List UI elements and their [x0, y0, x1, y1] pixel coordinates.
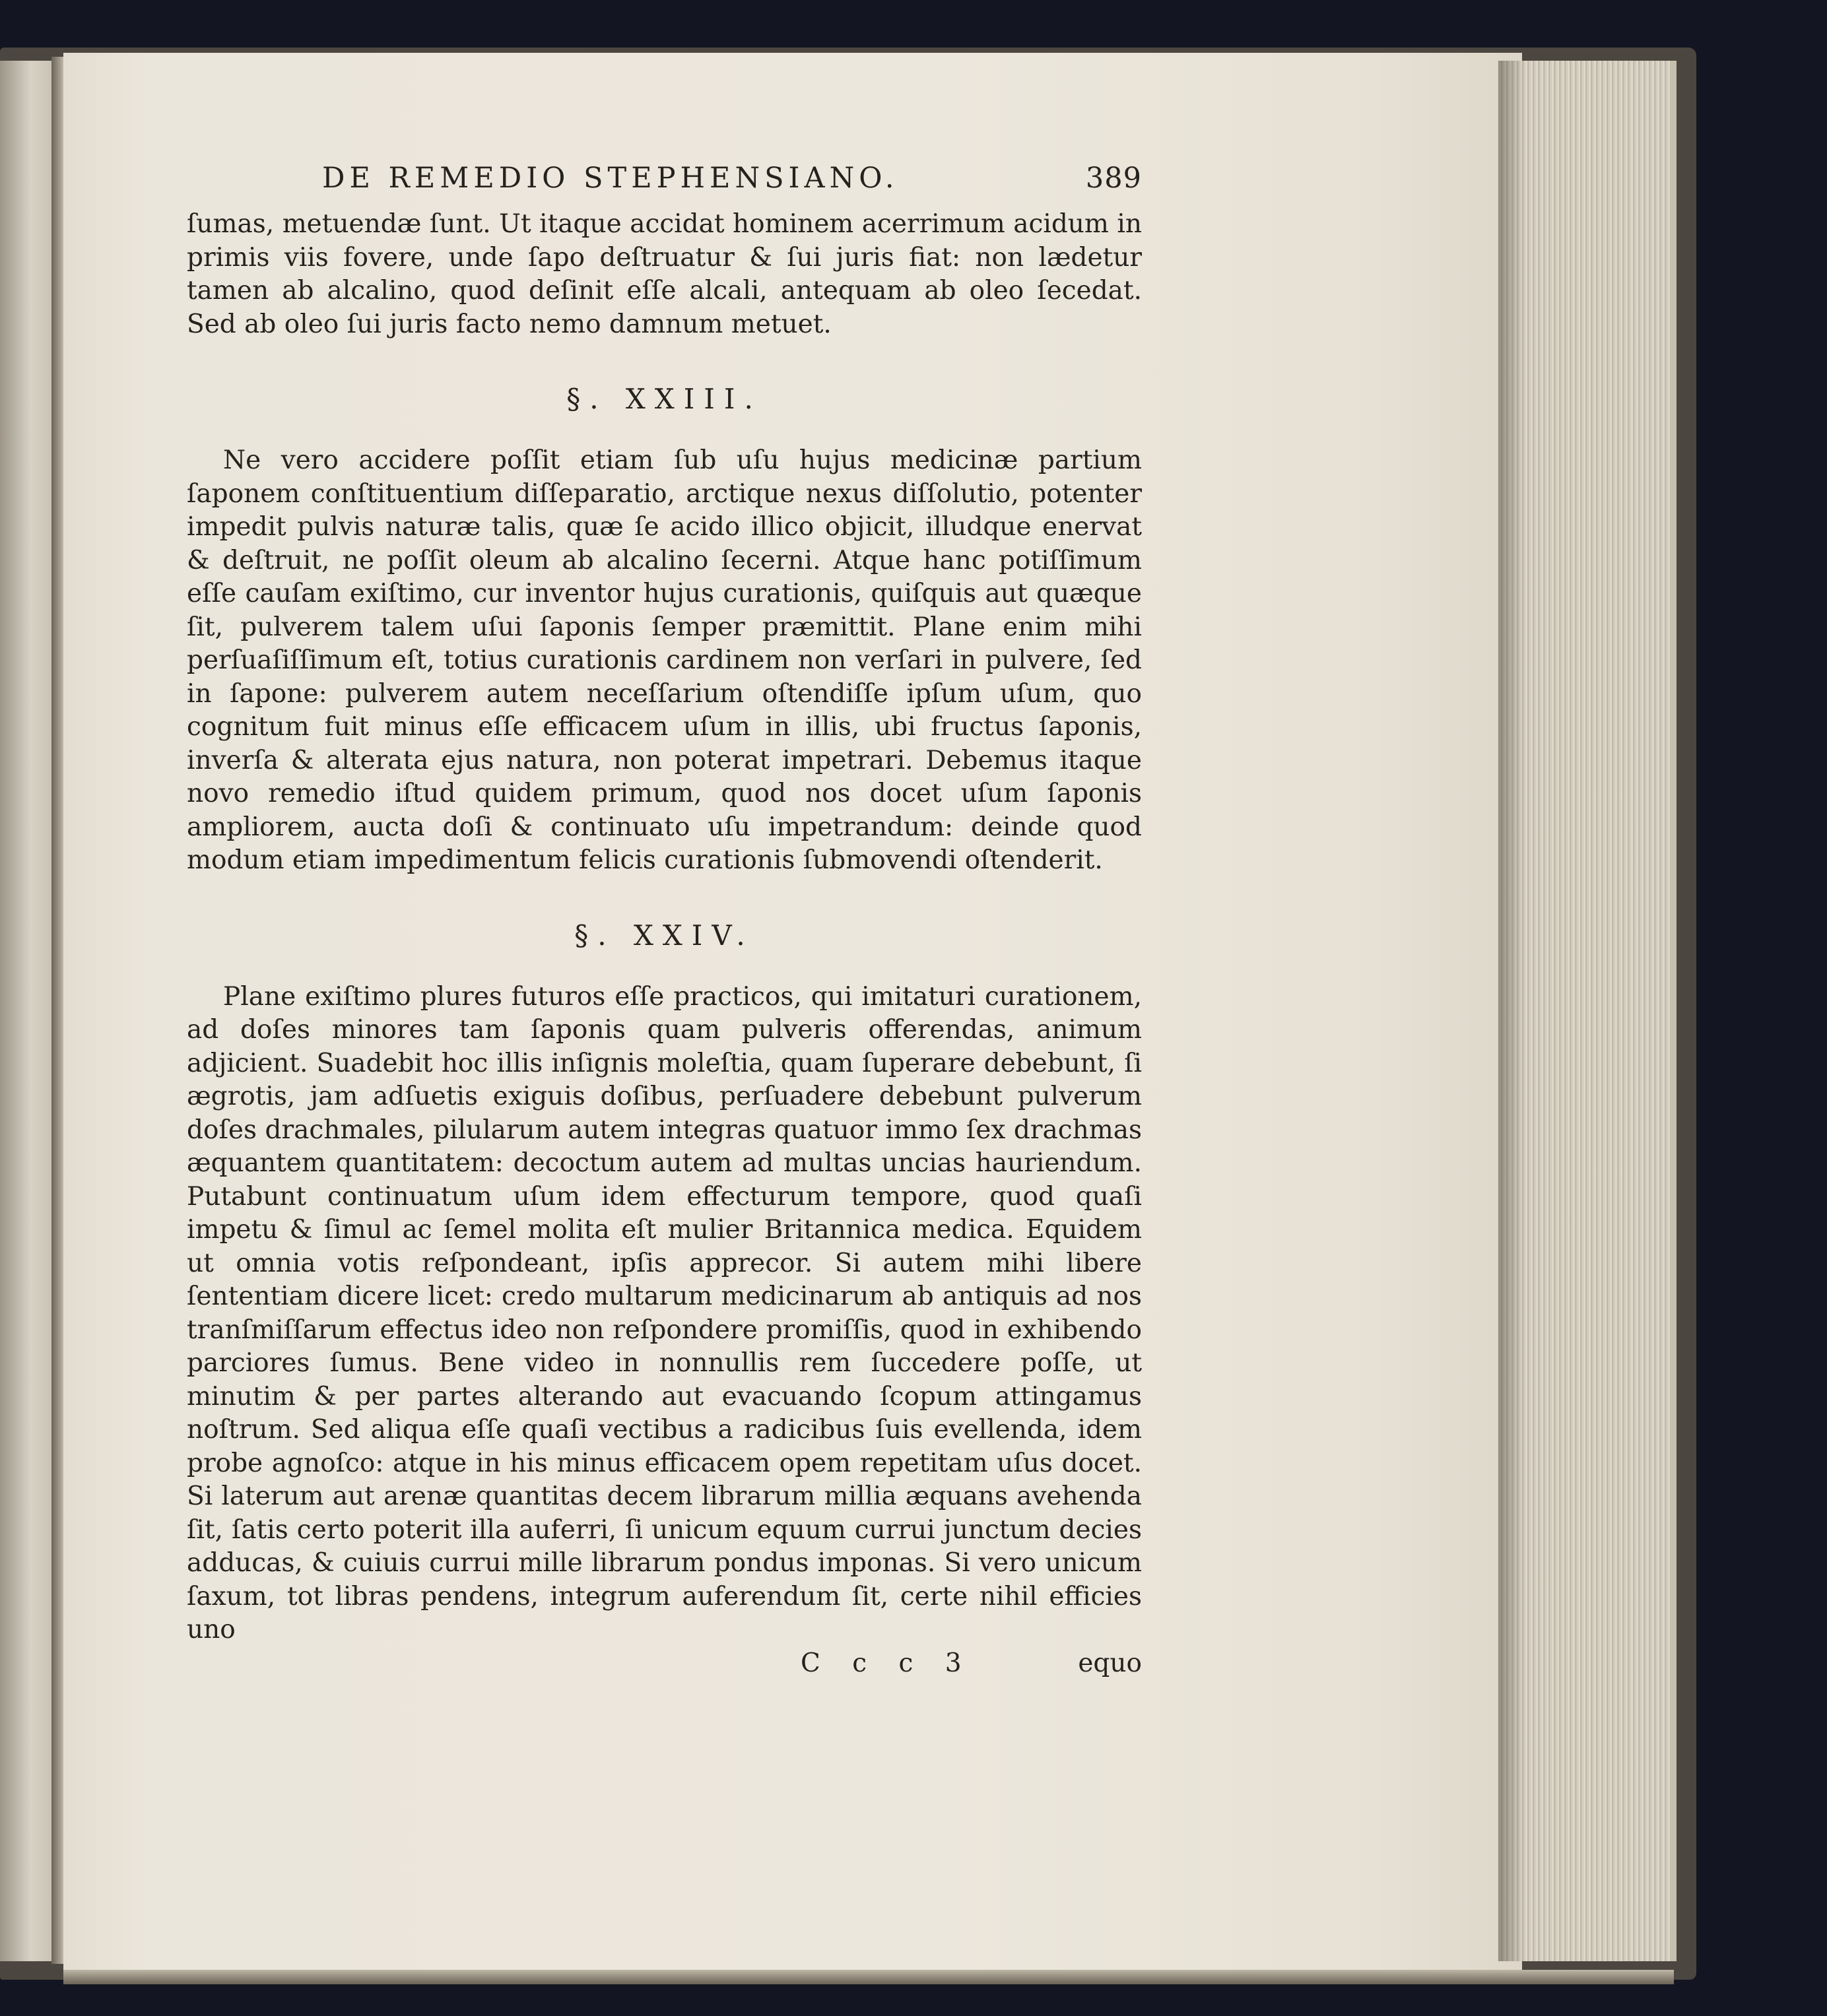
section-heading-24: §. XXIV.: [574, 919, 754, 952]
catchword: equo: [1078, 1648, 1142, 1678]
running-title: DE REMEDIO STEPHENSIANO.: [322, 162, 899, 195]
page-footer: [187, 1647, 1142, 1681]
section-paragraph-23: Ne vero accidere poſſit etiam ſub uſu hujus medicinæ partium ſaponem conſtituentium diſſeparatio, arctique nexus diſſolutio, potenter impedit pulvis naturæ talis, quæ ſe acido illico objicit, illudque enervat & deſtruit, ne poſſit oleum ab alcalino ſecerni. Atque hanc potiſſimum eſſe cauſam exiſtimo, cur inventor hujus curationis, quiſquis aut quæque ſit, pulverem talem uſui ſaponis ſemper præmittit. Plane enim mihi perſuaſiſſimum eſt, totius curationis cardinem non verſari in pulvere, ſed in ſapone: pulverem autem neceſſarium oſtendiſſe ipſum uſum, quo cognitum fuit minus eſſe efficacem uſum in illis, ubi fructus ſaponis, inverſa & alterata ejus natura, non poterat impetrari. Debemus itaque novo remedio iſtud quidem primum, quod nos docet uſum ſaponis ampliorem, aucta doſi & continuato uſu impetrandum: deinde quod modum etiam impedimentum felicis curationis ſubmovendi oſtenderit.: [187, 445, 1142, 875]
book-bottom-edge: [63, 1970, 1674, 1984]
section-paragraph-24: Plane exiſtimo plures futuros eſſe practicos, qui imitaturi curationem, ad doſes minores tam ſaponis quam pulveris offerendas, animum adjicient. Suadebit hoc illis inſignis moleſtia, quam ſuperare debebunt, ſi ægrotis, jam adſuetis exiguis doſibus, perſuadere debebunt pulverum doſes drachmales, pilularum autem integras quatuor immo ſex drachmas æquantem quantitatem: decoctum autem ad multas uncias hauriendum. Putabunt continuatum uſum idem effecturum tempore, quod quaſi impetu & ſimul ac ſemel molita eſt mulier Britannica medica. Equidem ut omnia votis reſpondeant, ipſis apprecor. Si autem mihi libere ſententiam dicere licet: credo multarum medicinarum ab antiquis ad nos tranſmiſſarum effectus ideo non reſpondere promiſſis, quod in exhibendo parciores ſumus. Bene video in nonnullis rem ſuccedere poſſe, ut minutim & per partes alterando aut evacuando ſcopum attingamus noſtrum. Sed aliqua eſſe quaſi vectibus a radicibus ſuis evellenda, idem probe agnoſco: atque in his minus efficacem opem repetitam uſus docet. Si laterum aut arenæ quantitas decem librarum millia æquans avehenda ſit, ſatis certo poterit illa auferri, ſi unicum equum currui junctum decies adducas, & cuiuis currui mille librarum pondus imponas. Si vero unicum ſaxum, tot libras pendens, integrum auferendum ſit, certe nihil efficies uno: [187, 981, 1142, 1644]
facing-page-edge: [0, 61, 51, 1961]
carryover-paragraph: ſumas, metuendæ ſunt. Ut itaque accidat hominem acerrimum acidum in primis viis fovere, unde ſapo deſtruatur & ſui juris fiat: non lædetur tamen ab alcalino, quod deſinit eſſe alcali, antequam ab oleo ſecedat. Sed ab oleo ſui juris facto nemo damnum metuet.: [187, 209, 1142, 339]
running-head: [187, 162, 1142, 208]
text-block: [187, 162, 1142, 1681]
section-heading-23: §. XXIII.: [566, 383, 762, 415]
signature-mark: C c c 3: [801, 1648, 974, 1678]
page-number: 389: [1085, 162, 1142, 195]
page-block-shadow: [1498, 61, 1525, 1961]
page-block-edges: [1498, 61, 1677, 1961]
